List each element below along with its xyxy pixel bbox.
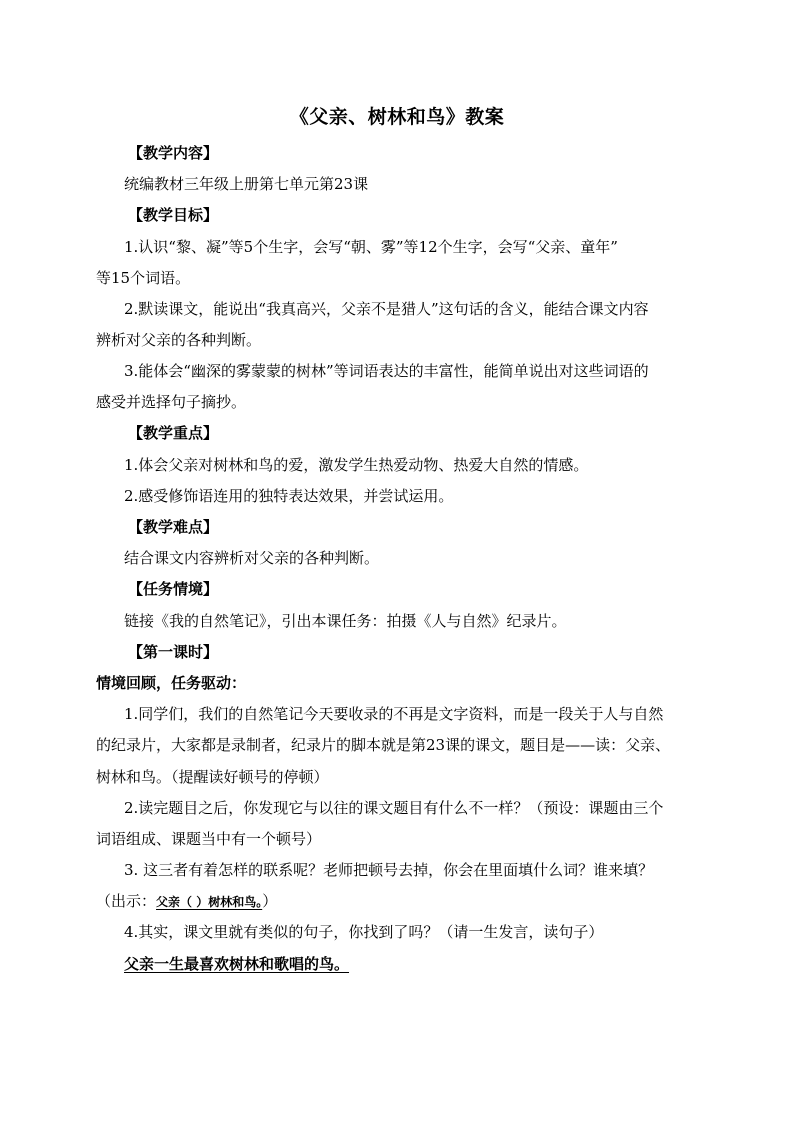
paragraph-3-line-2	[96, 891, 277, 912]
key-point-2: 2.感受修饰语连用的独特表达效果，并尝试运用。	[124, 487, 454, 505]
fill-in-blank-sentence: 父亲（ ）树林和鸟。	[156, 895, 263, 909]
display-suffix: ）	[262, 892, 278, 910]
content-text: 统编教材三年级上册第七单元第23课	[124, 175, 369, 193]
goal-1-line-2: 等15个词语。	[96, 269, 191, 287]
document-title: 《父亲、树林和鸟》教案	[289, 106, 505, 128]
difficulty-text: 结合课文内容辨析对父亲的各种判断。	[124, 549, 380, 567]
highlighted-sentence: 父亲一生最喜欢树林和歌唱的鸟。	[124, 955, 350, 973]
review-heading: 情境回顾，任务驱动：	[96, 674, 247, 692]
paragraph-4: 4.其实，课文里就有类似的句子，你找到了吗？（请一生发言，读句子）	[124, 923, 604, 941]
difficulty-heading: 【教学难点】	[128, 518, 219, 536]
goals-heading: 【教学目标】	[128, 206, 219, 224]
goal-1-line-1: 1.认识“黎、凝”等5个生字，会写“朝、雾”等12个生字，会写“父亲、童年”	[124, 238, 618, 256]
goal-2-line-2: 辨析对父亲的各种判断。	[96, 331, 262, 349]
paragraph-2-line-2: 词语组成、课题当中有一个顿号）	[96, 830, 322, 848]
goal-2-line-1: 2.默读课文，能说出“我真高兴，父亲不是猎人”这句话的含义，能结合课文内容	[124, 300, 649, 318]
paragraph-1-line-2: 的纪录片，大家都是录制者，纪录片的脚本就是第23课的课文，题目是——读：父亲、	[96, 736, 671, 754]
goal-3-line-2: 感受并选择句子摘抄。	[96, 393, 247, 411]
paragraph-2-line-1: 2.读完题目之后，你发现它与以往的课文题目有什么不一样？（预设：课题由三个	[124, 799, 664, 817]
paragraph-3-line-1: 3. 这三者有着怎样的联系呢？老师把顿号去掉，你会在里面填什么词？谁来填？	[124, 861, 654, 879]
display-prefix: （出示：	[96, 892, 157, 910]
key-heading: 【教学重点】	[128, 424, 219, 442]
key-point-1: 1.体会父亲对树林和鸟的爱，激发学生热爱动物、热爱大自然的情感。	[124, 456, 589, 474]
paragraph-1-line-1: 1.同学们，我们的自然笔记今天要收录的不再是文字资料，而是一段关于人与自然	[124, 705, 664, 723]
task-text: 链接《我的自然笔记》，引出本课任务：拍摄《人与自然》纪录片。	[124, 612, 567, 630]
content-heading: 【教学内容】	[128, 144, 219, 162]
lesson-heading: 【第一课时】	[128, 643, 219, 661]
goal-3-line-1: 3.能体会“幽深的雾蒙蒙的树林”等词语表达的丰富性，能简单说出对这些词语的	[124, 362, 649, 380]
task-heading: 【任务情境】	[128, 580, 219, 598]
paragraph-1-line-3: 树林和鸟。（提醒读好顿号的停顿）	[96, 768, 329, 786]
